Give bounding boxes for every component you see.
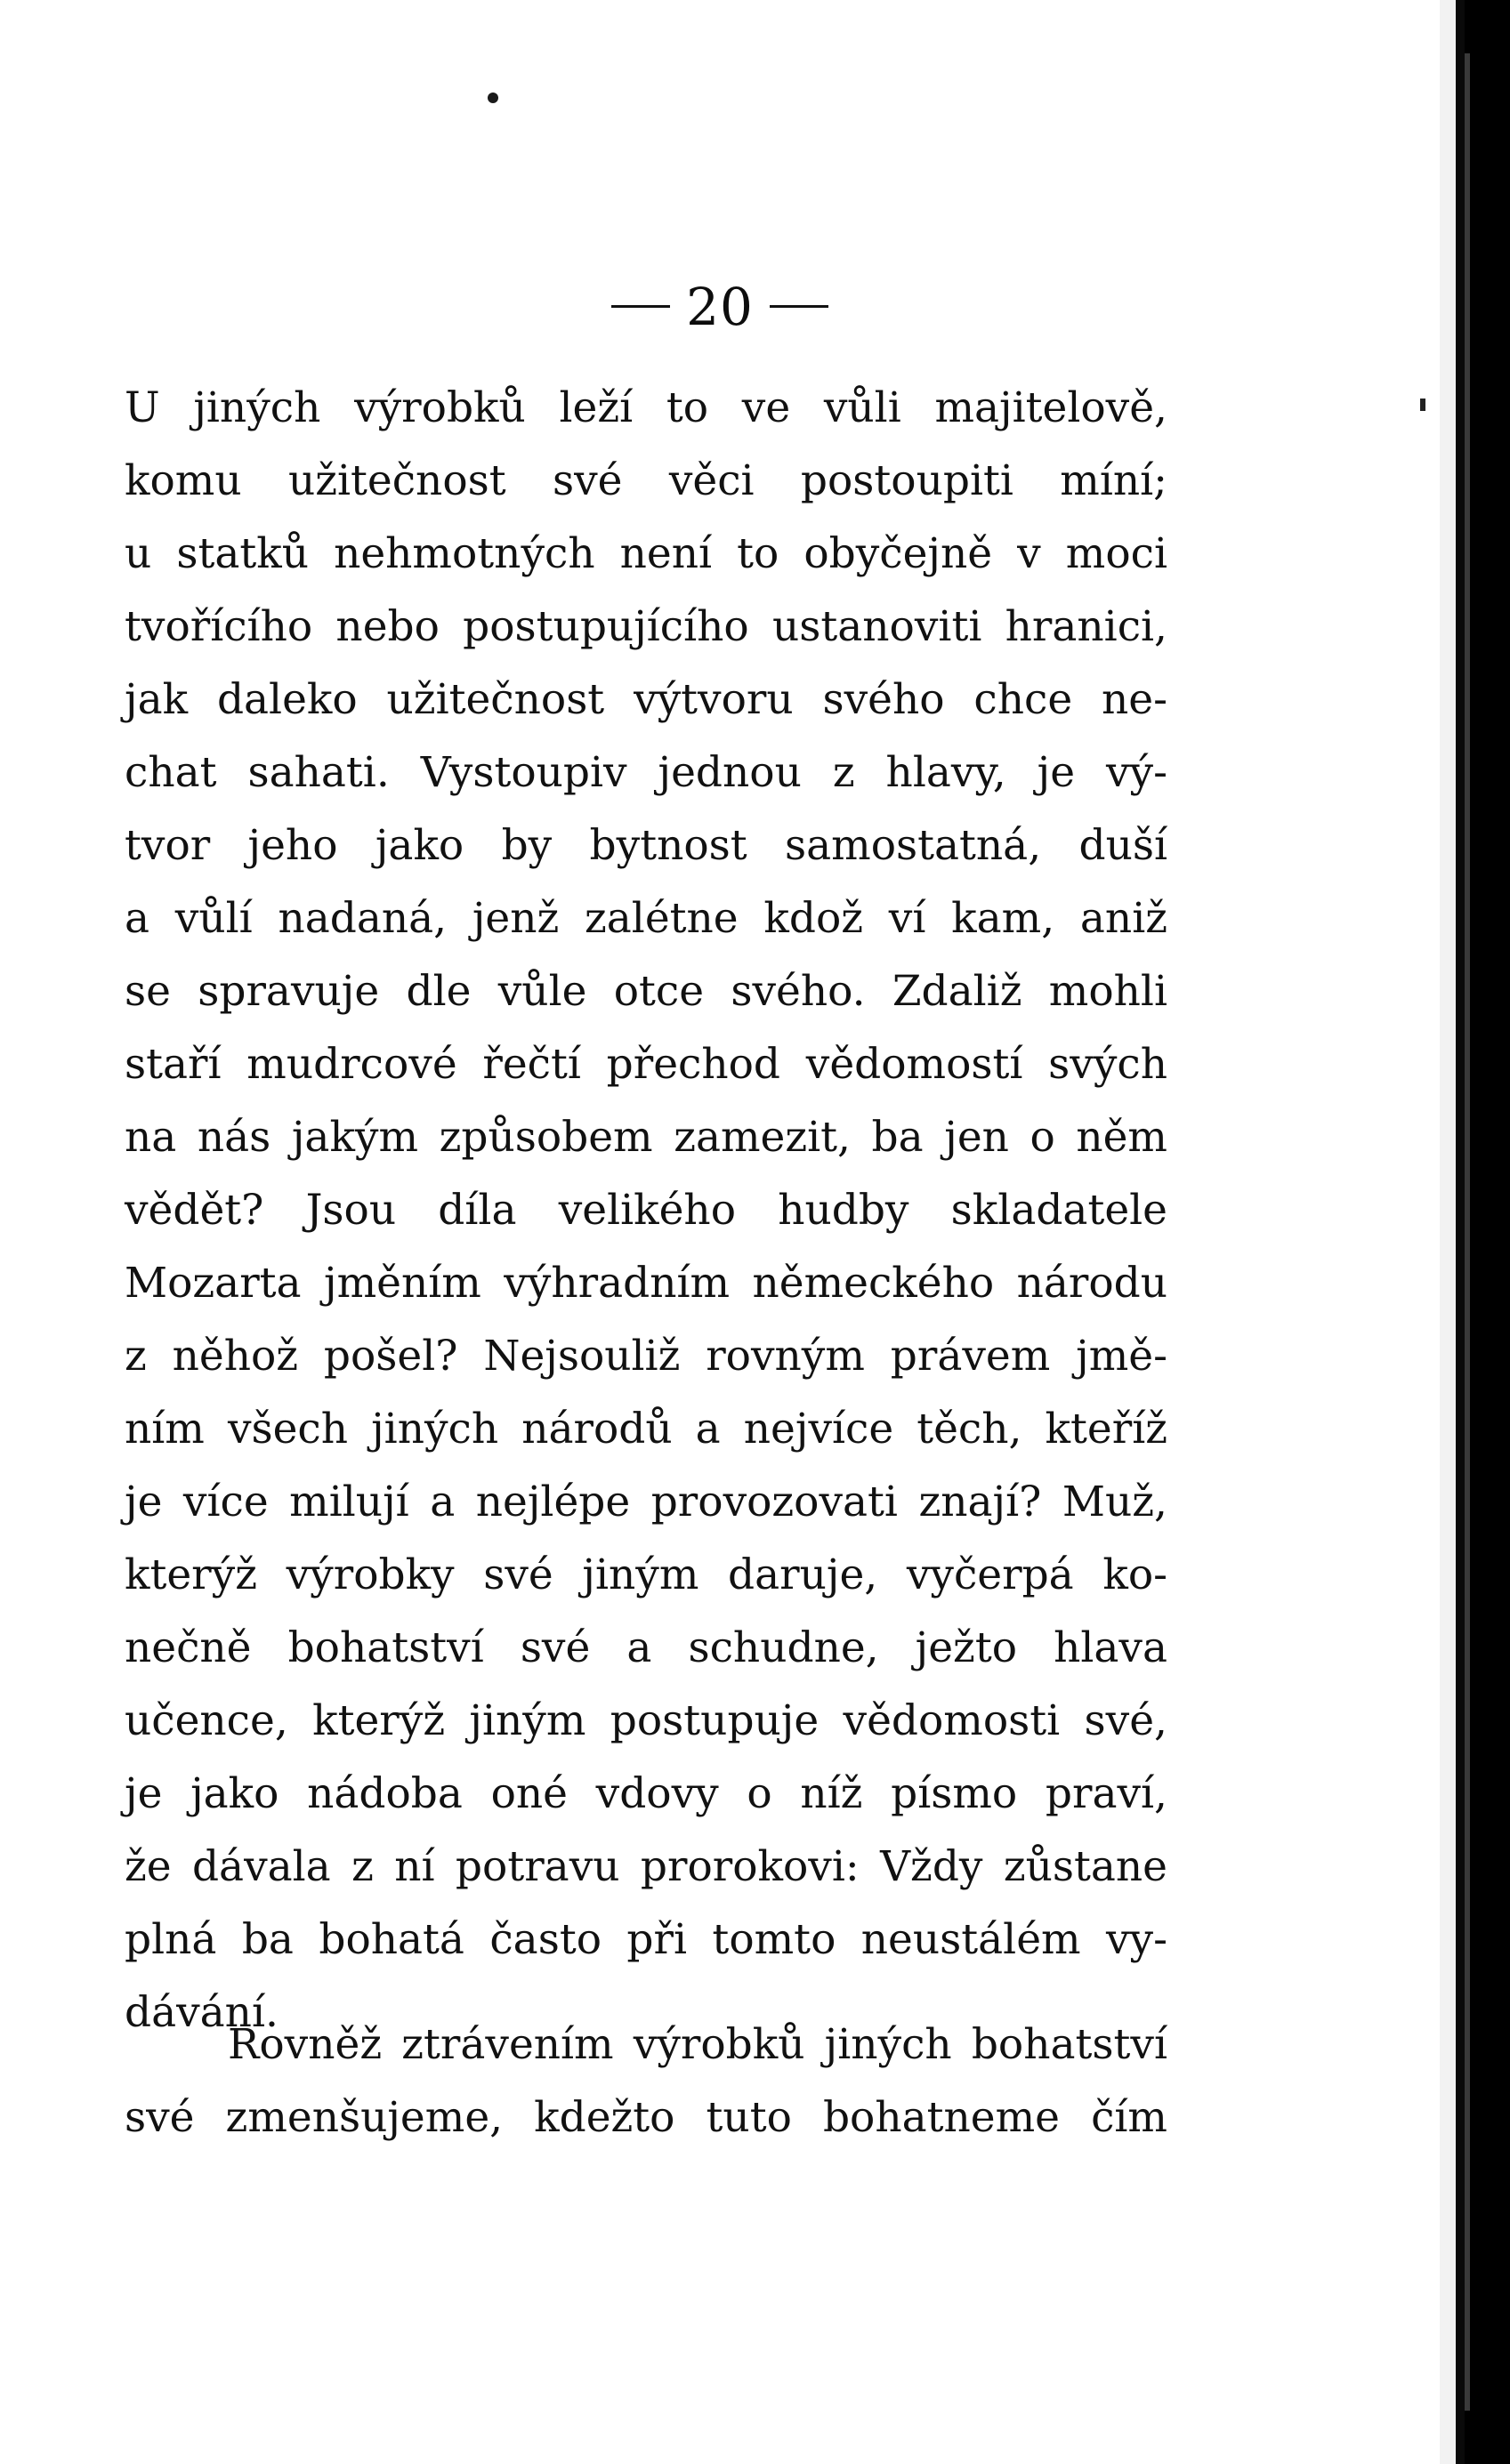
page-number: 20: [686, 276, 754, 337]
text-line: u statků nehmotných není to obyčejně v moci: [125, 529, 1167, 578]
binding-edge: [1456, 0, 1465, 2464]
text-line: Mozarta jměním výhradním německého národu: [125, 1259, 1167, 1308]
text-line: na nás jakým způsobem zamezit, ba jen o něm: [125, 1113, 1167, 1162]
text-line: je jako nádoba oné vdovy o níž písmo praví,: [125, 1769, 1167, 1818]
text-line: se spravuje dle vůle otce svého. Zdaliž mohli: [125, 967, 1167, 1016]
text-line: že dávala z ní potravu prorokovi: Vždy zůstane: [125, 1842, 1167, 1891]
text-line: své zmenšujeme, kdežto tuto bohatneme čím: [125, 2093, 1167, 2142]
text-line: je více milují a nejlépe provozovati znají? Muž,: [125, 1478, 1167, 1526]
margin-mark: [1420, 399, 1425, 411]
text-line: tvor jeho jako by bytnost samostatná, duší: [125, 821, 1167, 870]
text-line: učence, kterýž jiným postupuje vědomosti své,: [125, 1696, 1167, 1745]
text-line: ním všech jiných národů a nejvíce těch, kteříž: [125, 1405, 1167, 1453]
ink-dot: [488, 93, 498, 103]
text-line: nečně bohatství své a schudne, ježto hlava: [125, 1623, 1167, 1672]
text-line: komu užitečnost své věci postoupiti míní;: [125, 456, 1167, 505]
header-dash-right: [770, 305, 828, 308]
text-line: z něhož pošel? Nejsouliž rovným právem jmě-: [125, 1332, 1167, 1381]
text-line: dávání.: [125, 1988, 279, 2037]
text-line: a vůlí nadaná, jenž zalétne kdož ví kam, aniž: [125, 894, 1167, 943]
text-line: chat sahati. Vystoupiv jednou z hlavy, je vý-: [125, 748, 1167, 797]
text-line: U jiných výrobků leží to ve vůli majitelově,: [125, 383, 1167, 432]
paragraph-1: [125, 372, 1167, 2049]
text-line: Rovněž ztrávením výrobků jiných bohatství: [228, 2020, 1167, 2069]
text-line: jak daleko užitečnost výtvoru svého chce ne-: [125, 675, 1167, 724]
header-dash-left: [611, 305, 670, 308]
binding-shadow: [1465, 53, 1470, 2411]
text-line: kterýž výrobky své jiným daruje, vyčerpá ko-: [125, 1550, 1167, 1599]
text-line: tvořícího nebo postupujícího ustanoviti hranici,: [125, 602, 1167, 651]
text-line: plná ba bohatá často při tomto neustálém vy-: [125, 1915, 1167, 1964]
paragraph-2: [125, 2009, 1167, 2154]
page-header: [0, 258, 1440, 347]
text-line: staří mudrcové řečtí přechod vědomostí svých: [125, 1040, 1167, 1089]
text-line: vědět? Jsou díla velikého hudby skladatele: [125, 1186, 1167, 1235]
page-edge: [1440, 0, 1456, 2464]
